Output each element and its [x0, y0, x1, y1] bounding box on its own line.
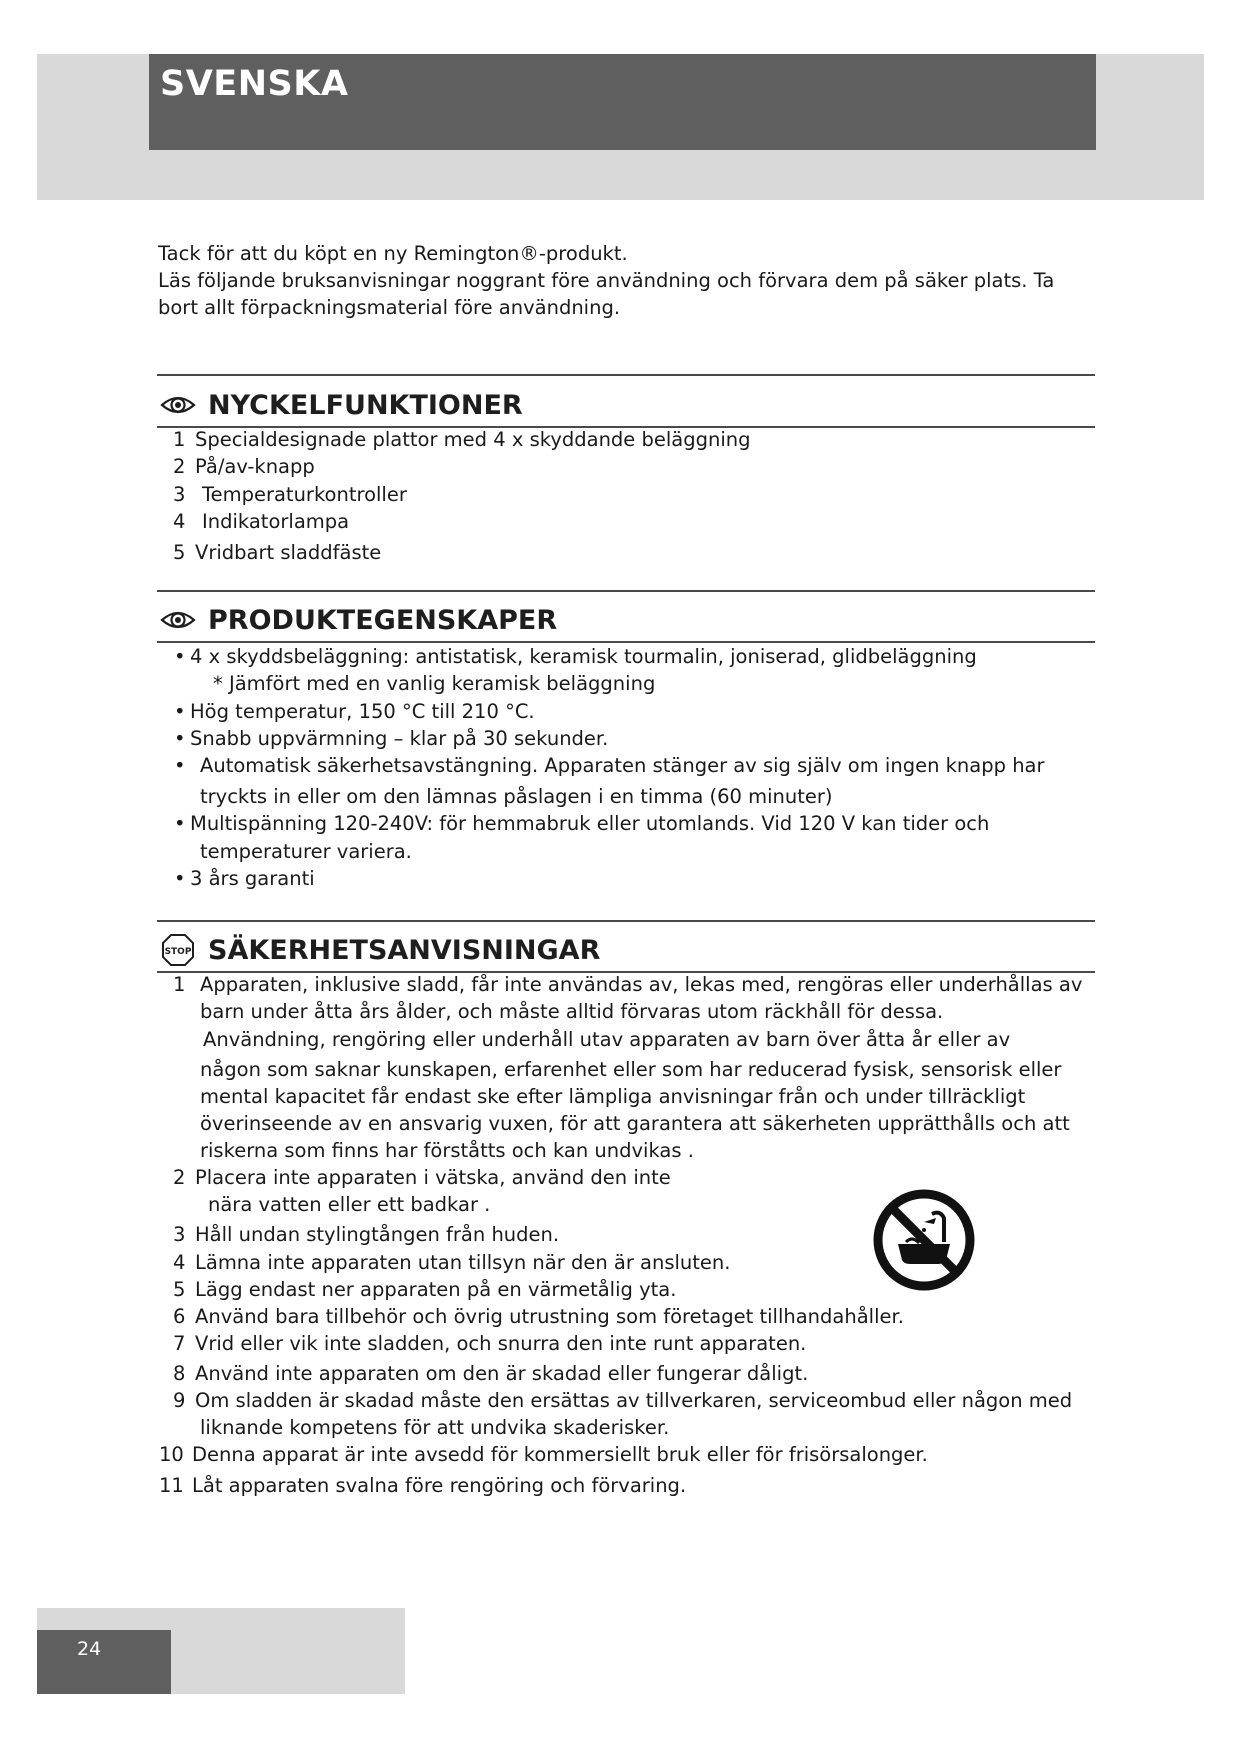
list-item: Specialdesignade plattor med 4 x skyddande beläggning: [195, 428, 751, 451]
list-item: Håll undan stylingtången från huden.: [195, 1223, 560, 1246]
list-item: nära vatten eller ett badkar .: [208, 1193, 491, 1216]
list-item: 4 x skyddsbeläggning: antistatisk, keramisk tourmalin, joniserad, glidbeläggning: [190, 645, 977, 668]
section-header-key-features: [160, 386, 523, 424]
list-item: Vrid eller vik inte sladden, och snurra den inte runt apparaten.: [195, 1332, 807, 1355]
list-item: Om sladden är skadad måste den ersättas av tillverkaren, serviceombud eller någon med: [195, 1389, 1073, 1412]
list-item: Vridbart sladdfäste: [195, 541, 382, 564]
list-item: Temperaturkontroller: [202, 483, 407, 506]
list-item: Låt apparaten svalna före rengöring och förvaring.: [192, 1474, 687, 1497]
section-header-safety: [160, 931, 600, 969]
bullet: •: [174, 727, 186, 750]
list-item: Hög temperatur, 150 °C till 210 °C.: [190, 700, 535, 723]
list-item: temperaturer variera.: [200, 840, 412, 863]
list-item: Användning, rengöring eller underhåll utav apparaten av barn över åtta år eller av: [203, 1028, 1011, 1051]
footer-box: [37, 1630, 171, 1694]
no-water-icon: [872, 1188, 976, 1292]
page-number: 24: [77, 1638, 102, 1660]
list-number: 9: [173, 1389, 186, 1412]
list-item: Multispänning 120-240V: för hemmabruk eller utomlands. Vid 120 V kan tider och: [190, 812, 990, 835]
list-number: 6: [173, 1305, 186, 1328]
list-number: 4: [173, 1251, 186, 1274]
eye-icon: [160, 391, 196, 419]
section-title: SÄKERHETSANVISNINGAR: [208, 934, 601, 966]
list-item: Använd inte apparaten om den är skadad eller fungerar dåligt.: [195, 1362, 809, 1385]
list-item: Apparaten, inklusive sladd, får inte användas av, lekas med, rengöras eller underhållas av: [200, 973, 1083, 996]
list-item: Automatisk säkerhetsavstängning. Apparaten stänger av sig själv om ingen knapp har: [200, 754, 1045, 777]
list-item: riskerna som finns har förståtts och kan undvikas .: [200, 1139, 694, 1162]
list-item: någon som saknar kunskapen, erfarenhet eller som har reducerad fysisk, sensorisk eller: [200, 1058, 1062, 1081]
list-item: 3 års garanti: [190, 867, 315, 890]
list-number: 8: [173, 1362, 186, 1385]
section-title: NYCKELFUNKTIONER: [208, 389, 523, 421]
list-item: Lämna inte apparaten utan tillsyn när den är ansluten.: [195, 1251, 731, 1274]
list-item: överinseende av en ansvarig vuxen, för att garantera att säkerheten upprätthålls och att: [200, 1112, 1070, 1135]
bullet: •: [174, 700, 186, 723]
intro-text: [158, 240, 1078, 321]
section-top-rule: [157, 920, 1095, 922]
intro-line: bort allt förpackningsmaterial före användning.: [158, 296, 621, 319]
list-number: 7: [173, 1332, 186, 1355]
list-item: Denna apparat är inte avsedd för kommersiellt bruk eller för frisörsalonger.: [192, 1443, 928, 1466]
list-item: Snabb uppvärmning – klar på 30 sekunder.: [190, 727, 609, 750]
section-top-rule: [157, 374, 1095, 376]
bullet: •: [174, 812, 186, 835]
list-number: 5: [173, 541, 186, 564]
section-under-rule: [157, 641, 1095, 643]
list-number: 2: [173, 1166, 186, 1189]
svg-text:STOP: STOP: [164, 947, 192, 957]
list-item: liknande kompetens för att undvika skaderisker.: [200, 1416, 670, 1439]
list-item: tryckts in eller om den lämnas påslagen i en timma (60 minuter): [200, 785, 833, 808]
stop-icon: [160, 936, 196, 964]
list-number: 1: [173, 428, 186, 451]
list-number: 4: [173, 510, 186, 533]
list-item: Placera inte apparaten i vätska, använd den inte: [195, 1166, 671, 1189]
intro-line: Tack för att du köpt en ny Remington®-produkt.: [158, 242, 628, 265]
list-number: 2: [173, 455, 186, 478]
bullet: •: [174, 754, 186, 777]
list-number: 3: [173, 1223, 186, 1246]
list-item: På/av-knapp: [195, 455, 315, 478]
list-item: Använd bara tillbehör och övrig utrustning som företaget tillhandahåller.: [195, 1305, 904, 1328]
list-number: 10: [159, 1443, 184, 1466]
list-number: 11: [159, 1474, 184, 1497]
intro-line: Läs följande bruksanvisningar noggrant före användning och förvara dem på säker plats. Ta: [158, 269, 1055, 292]
list-item: Indikatorlampa: [202, 510, 350, 533]
section-header-product-features: [160, 601, 557, 639]
list-number: 1: [173, 973, 186, 996]
bullet: •: [174, 645, 186, 668]
list-number: 3: [173, 483, 186, 506]
section-top-rule: [157, 590, 1095, 592]
eye-icon: [160, 606, 196, 634]
page-title: SVENSKA: [160, 64, 349, 104]
list-item: Lägg endast ner apparaten på en värmetålig yta.: [195, 1278, 677, 1301]
bullet: •: [174, 867, 186, 890]
list-item: * Jämfört med en vanlig keramisk beläggning: [213, 672, 656, 695]
section-title: PRODUKTEGENSKAPER: [208, 604, 558, 636]
list-number: 5: [173, 1278, 186, 1301]
list-item: mental kapacitet får endast ske efter lämpliga anvisningar från och under tillräckligt: [200, 1085, 1026, 1108]
list-item: barn under åtta års ålder, och måste alltid förvaras utom räckhåll för dessa.: [200, 1000, 944, 1023]
